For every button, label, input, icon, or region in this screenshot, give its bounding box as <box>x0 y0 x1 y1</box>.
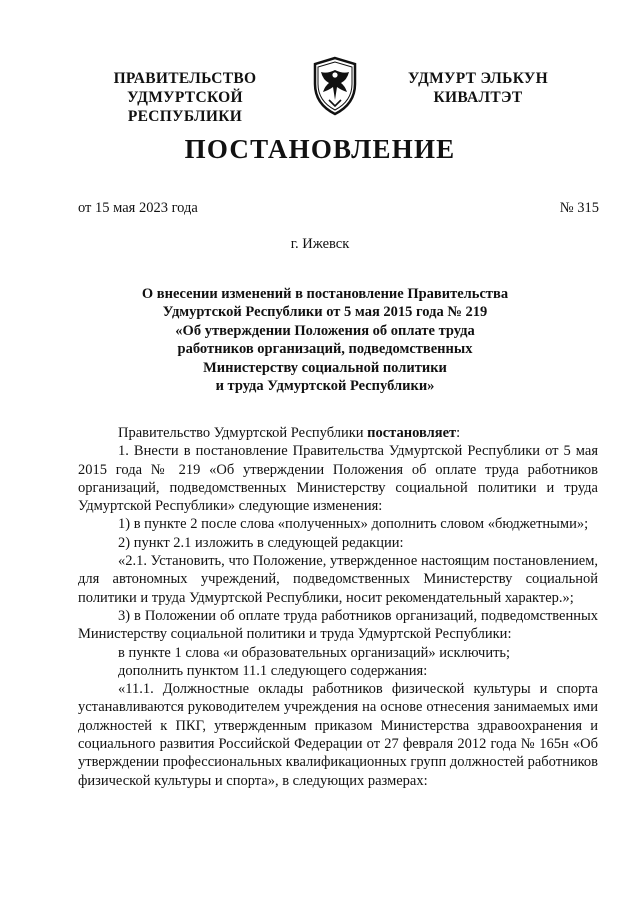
title-line: Министерству социальной политики <box>203 359 447 376</box>
body-paragraph: 1. Внести в постановление Правительства Удмуртской Республики от 5 мая 2015 года № 219 «Об утверждении Положения об оплате труда работников организаций, подведомственных Министерству социальной политики и труда Удмуртской Республики» следующие изменения: <box>78 443 598 515</box>
government-name-udmurt-line-2: КИВАЛТЭТ <box>433 89 523 106</box>
udmurt-coat-of-arms-icon <box>307 56 363 116</box>
body-paragraph: «11.1. Должностные оклады работников физической культуры и спорта устанавливаются руководителем учреждения на основе отнесения занимаемых ими должностей к ПКГ, утвержденным приказом Министерства здравоохранения и социального развития Российской Федерации от 27 февраля 2012 года № 165н «Об утверждении профессиональных квалификационных групп должностей работников физической культуры и спорта», в следующих размерах: <box>78 681 598 789</box>
document-city: г. Ижевск <box>290 236 350 252</box>
title-line: Удмуртской Республики от 5 мая 2015 года № 219 <box>162 304 488 321</box>
document-date: от 15 мая 2023 года <box>78 200 198 216</box>
government-name-russian <box>70 69 300 126</box>
body-paragraph: «2.1. Установить, что Положение, утвержденное настоящим постановлением, для автономных учреждений, подведомственных Министерству социальной политики и труда Удмуртской Республики, носит рекомендательный характер.»; <box>78 553 598 606</box>
government-name-line-2: УДМУРТСКОЙ РЕСПУБЛИКИ <box>127 89 243 125</box>
body-paragraph: дополнить пунктом 11.1 следующего содержания: <box>118 662 428 679</box>
government-name-line-1: ПРАВИТЕЛЬСТВО <box>113 70 257 87</box>
body-paragraph: 2) пункт 2.1 изложить в следующей редакции: <box>118 534 404 551</box>
body-paragraph: в пункте 1 слова «и образовательных организаций» исключить; <box>118 644 511 661</box>
intro-text: Правительство Удмуртской Республики <box>118 425 368 441</box>
title-line: и труда Удмуртской Республики» <box>215 378 435 395</box>
body-paragraph: 3) в Положении об оплате труда работников организаций, подведомственных Министерству социальной политики и труда Удмуртской Республики: <box>78 607 598 643</box>
government-name-udmurt <box>383 69 573 107</box>
title-line: «Об утверждении Положения об оплате труда <box>175 322 475 339</box>
intro-paragraph <box>78 424 598 442</box>
document-type-heading: ПОСТАНОВЛЕНИЕ <box>184 134 456 164</box>
title-line: работников организаций, подведомственных <box>177 341 473 358</box>
body-paragraph: 1) в пункте 2 после слова «полученных» дополнить словом «бюджетными»; <box>118 516 589 533</box>
document-title <box>110 285 540 395</box>
intro-end: : <box>456 425 461 441</box>
document-number: № 315 <box>559 200 599 216</box>
intro-bold-verb: постановляет <box>367 425 457 441</box>
title-line: О внесении изменений в постановление Правительства <box>141 286 509 302</box>
government-name-udmurt-line-1: УДМУРТ ЭЛЬКУН <box>408 70 548 87</box>
document-body <box>78 424 598 790</box>
